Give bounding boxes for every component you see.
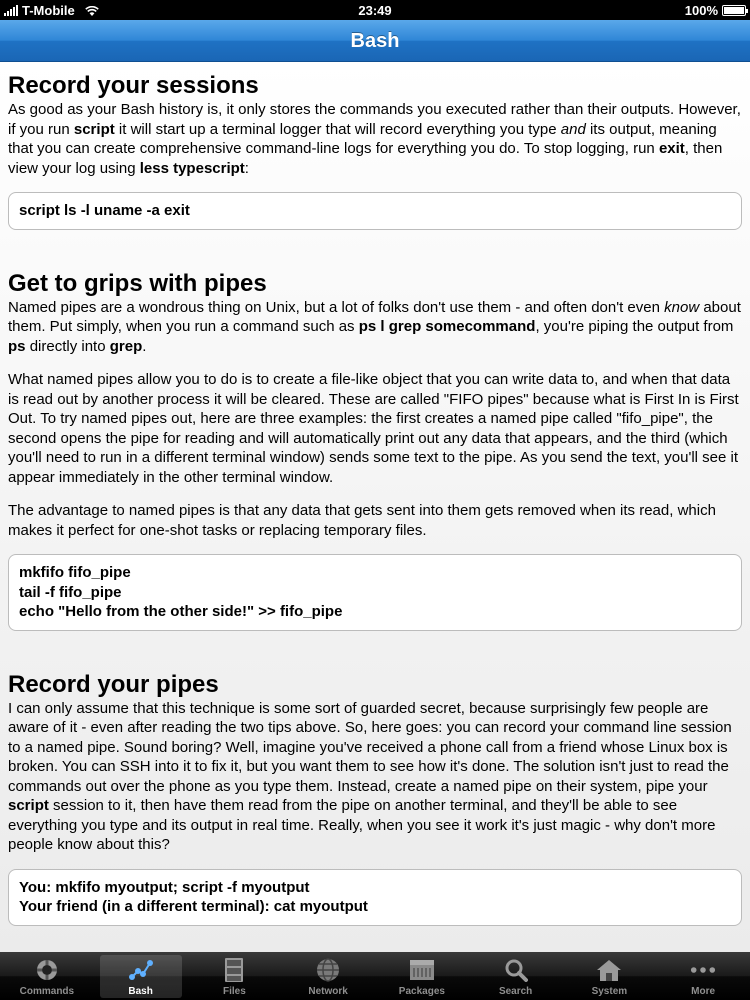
code-line: echo "Hello from the other side!" >> fifo_pipe: [19, 603, 343, 620]
status-right: [685, 3, 746, 18]
section-paragraph: The advantage to named pipes is that any data that gets sent into them gets removed when its read, which makes it perfect for one-shot tasks or replacing temporary files.: [8, 502, 716, 539]
section-record-pipes: [8, 671, 742, 926]
section-heading: Get to grips with pipes: [8, 269, 267, 297]
code-line: script ls -l uname -a exit: [19, 202, 190, 219]
battery-percent: 100%: [684, 3, 718, 18]
tab-label: Files: [222, 986, 246, 997]
tab-packages[interactable]: [375, 952, 469, 1000]
section-grips-with-pipes: [8, 270, 742, 631]
tab-more[interactable]: [656, 952, 750, 1000]
tab-commands[interactable]: [0, 952, 94, 1000]
section-paragraph: As good as your Bash history is, it only stores the commands you executed rather than their outputs. However, if you run script it will start up a terminal logger that will record everything you type and its output, meaning that you can create comprehensive command-line logs for everything you do. To stop logging, run exit, then view your log using less typescript:: [8, 101, 741, 177]
tab-label: System: [591, 986, 628, 997]
tab-label: Search: [498, 986, 533, 997]
section-paragraph: Named pipes are a wondrous thing on Unix, but a lot of folks don't use them - and often don't even know about them. Put simply, when you run a command such as ps l grep somecommand, you're piping the output from ps directly into grep.: [8, 298, 741, 355]
tab-label: Network: [308, 986, 348, 997]
page-title: Bash: [350, 30, 400, 52]
tab-label: Commands: [19, 986, 75, 997]
packages-icon: [409, 957, 435, 983]
status-bar: [0, 0, 750, 20]
tab-network[interactable]: [281, 952, 375, 1000]
code-block: [8, 869, 742, 926]
tab-files[interactable]: [188, 952, 282, 1000]
section-record-sessions: [8, 72, 742, 230]
code-block: [8, 554, 742, 631]
tab-bash[interactable]: [94, 952, 188, 1000]
network-nodes-icon: [128, 957, 154, 983]
tab-label: Packages: [398, 986, 445, 997]
globe-icon: [315, 957, 341, 983]
tab-search[interactable]: [469, 952, 563, 1000]
tab-label: Bash: [128, 986, 153, 997]
tab-system[interactable]: [563, 952, 657, 1000]
article-content[interactable]: [0, 62, 750, 952]
code-line: tail -f fifo_pipe: [19, 583, 122, 601]
tab-bar: [0, 952, 750, 1000]
file-cabinet-icon: [221, 957, 247, 983]
code-line: Your friend (in a different terminal): cat myoutput: [19, 898, 368, 915]
navigation-bar: [0, 20, 750, 62]
section-heading: Record your sessions: [8, 72, 259, 99]
search-icon: [503, 957, 529, 983]
tab-label: More: [691, 986, 716, 997]
code-line: You: mkfifo myoutput; script -f myoutput: [19, 878, 310, 896]
section-heading: Record your pipes: [8, 670, 219, 698]
carrier-name: T-Mobile: [22, 3, 75, 18]
code-block: [8, 192, 742, 230]
lifebuoy-icon: [34, 957, 60, 983]
battery-icon: [722, 5, 746, 16]
more-dots-icon: [690, 957, 716, 983]
code-line: mkfifo fifo_pipe: [19, 564, 131, 581]
house-icon: [596, 957, 622, 983]
clock: 23:49: [358, 3, 392, 18]
section-paragraph: I can only assume that this technique is some sort of guarded secret, because surprisingly few people are aware of it - even after reading the two tips above. So, here goes: you can record your command line session to a named pipe. Sound boring? Well, imagine you've received a phone call from a friend whose Linux box is broken. You can SSH into it to fix it, but you want them to see how it's done. The solution isn't just to read the commands out over the phone as you type them. Instead, create a named pipe on their system, pipe your script session to it, then have them read from the pipe on another terminal, and they'll be able to see everything you type and its output in real time. Really, when you see it work it's just magic - why don't more people know about this?: [8, 699, 732, 853]
section-paragraph: What named pipes allow you to do is to create a file-like object that you can write data to, and when that data is read out by another process it will be cleared. These are called "FIFO pipes" because what is First In is First Out. To try named pipes out, here are three examples: the first creates a named pipe called "fifo_pipe", the second opens the pipe for reading and will automatically print out any data that appears, and the third (which you'll need to run in a different terminal window) sends some text to the pipe. As you send the text, you'll see it appear immediately in the other terminal window.: [8, 371, 739, 486]
